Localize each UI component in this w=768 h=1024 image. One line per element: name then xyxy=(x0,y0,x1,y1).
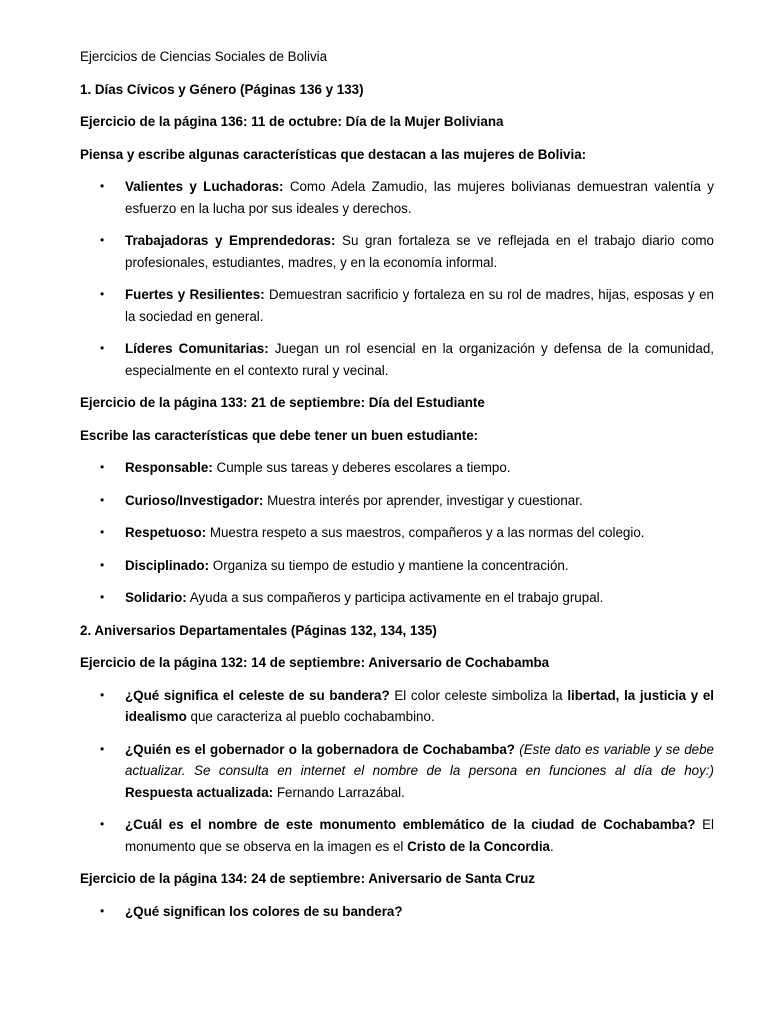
item-term: Disciplinado: xyxy=(125,557,210,573)
section-heading-aniversarios: 2. Aniversarios Departamentales (Páginas 132, 134, 135) xyxy=(80,622,437,638)
answer-label: Respuesta actualizada: xyxy=(125,784,274,800)
list-item xyxy=(80,522,714,544)
answer-emphasis: libertad, la justicia y el idealismo xyxy=(125,687,715,724)
question-text: ¿Quién es el gobernador o la gobernadora de Cochabamba? xyxy=(125,741,515,757)
question-text: ¿Cuál es el nombre de este monumento emblemático de la ciudad de Cochabamba? xyxy=(125,817,696,832)
answer-text: El color celeste simboliza la xyxy=(389,687,568,703)
item-term: Líderes Comunitarias: xyxy=(125,341,269,356)
question-text: ¿Qué significan los colores de su bandera? xyxy=(125,903,403,919)
bullet-icon: • xyxy=(100,179,105,193)
exercise-heading-page-133: Ejercicio de la página 133: 21 de septiembre: Día del Estudiante xyxy=(80,395,485,410)
item-text: Muestra respeto a sus maestros, compañeros y a las normas del colegio. xyxy=(206,525,645,540)
item-text: Su gran fortaleza se ve reflejada en el trabajo diario como profesionales, estudiantes, madres, y en la economía informal. xyxy=(125,233,714,270)
item-text: Organiza su tiempo de estudio y mantiene la concentración. xyxy=(209,557,569,573)
question-text: ¿Qué significa el celeste de su bandera? xyxy=(125,687,390,703)
bullet-icon: • xyxy=(100,590,105,604)
exercise-heading-page-132: Ejercicio de la página 132: 14 de septiembre: Aniversario de Cochabamba xyxy=(80,655,550,670)
list-item xyxy=(80,587,714,609)
document-title: Ejercicios de Ciencias Sociales de Bolivia xyxy=(80,49,328,64)
item-term: Responsable: xyxy=(125,460,213,475)
list-item xyxy=(80,901,714,923)
bullet-icon: • xyxy=(100,557,105,572)
mujeres-characteristics-list xyxy=(80,176,714,381)
answer-text: que caracteriza al pueblo cochabambino. xyxy=(186,709,435,724)
item-term: Curioso/Investigador: xyxy=(125,492,264,508)
item-term: Trabajadoras y Emprendedoras: xyxy=(125,233,336,248)
item-term: Respetuoso: xyxy=(125,525,207,540)
bullet-icon: • xyxy=(100,687,105,702)
list-item xyxy=(80,490,714,512)
exercise-heading-page-136: Ejercicio de la página 136: 11 de octubre: Día de la Mujer Boliviana xyxy=(80,114,504,129)
list-item xyxy=(80,739,714,804)
list-item xyxy=(80,176,714,219)
bullet-icon: • xyxy=(100,341,105,355)
note-text: (Este dato es variable y se debe actualizar. Se consulta en internet el nombre de la persona en funciones al día de hoy:) xyxy=(125,741,714,778)
answer-emphasis: Cristo de la Concordia xyxy=(407,838,550,854)
cochabamba-questions-list xyxy=(80,685,714,858)
answer-text: Fernando Larrazábal. xyxy=(273,784,405,800)
list-item xyxy=(80,814,714,857)
item-text: Cumple sus tareas y deberes escolares a tiempo. xyxy=(212,460,511,475)
santa-cruz-questions-list xyxy=(80,901,714,923)
answer-text: El monumento que se observa en la imagen es el xyxy=(125,817,714,854)
item-text: Ayuda a sus compañeros y participa activamente en el trabajo grupal. xyxy=(186,590,604,605)
item-text: Juegan un rol esencial en la organización y defensa de la comunidad, especialmente en el contexto rural y vecinal. xyxy=(125,341,714,378)
list-item xyxy=(80,457,714,479)
item-text: Muestra interés por aprender, investigar y cuestionar. xyxy=(263,492,583,508)
list-item xyxy=(80,338,714,381)
bullet-icon: • xyxy=(100,287,105,301)
bullet-icon: • xyxy=(100,741,105,756)
answer-text: . xyxy=(549,838,554,854)
bullet-icon: • xyxy=(100,460,105,474)
exercise-heading-page-134: Ejercicio de la página 134: 24 de septiembre: Aniversario de Santa Cruz xyxy=(80,871,535,886)
estudiante-characteristics-list xyxy=(80,457,714,609)
item-term: Fuertes y Resilientes: xyxy=(125,287,265,302)
exercise-prompt-mujeres: Piensa y escribe algunas características que destacan a las mujeres de Bolivia: xyxy=(80,146,587,162)
section-heading-dias-civicos: 1. Días Cívicos y Género (Páginas 136 y 133) xyxy=(80,81,364,97)
item-term: Valientes y Luchadoras: xyxy=(125,179,284,194)
list-item xyxy=(80,230,714,273)
item-term: Solidario: xyxy=(125,590,187,605)
list-item xyxy=(80,555,714,577)
exercise-prompt-estudiante: Escribe las características que debe tener un buen estudiante: xyxy=(80,427,479,443)
bullet-icon: • xyxy=(100,525,105,539)
item-text: Demuestran sacrificio y fortaleza en su rol de madres, hijas, esposas y en la sociedad en general. xyxy=(125,287,714,324)
bullet-icon: • xyxy=(100,817,105,831)
item-text: Como Adela Zamudio, las mujeres bolivianas demuestran valentía y esfuerzo en la lucha por sus ideales y derechos. xyxy=(125,179,714,216)
list-item xyxy=(80,685,714,728)
bullet-icon: • xyxy=(100,233,105,247)
bullet-icon: • xyxy=(100,903,105,918)
bullet-icon: • xyxy=(100,492,105,507)
list-item xyxy=(80,284,714,327)
